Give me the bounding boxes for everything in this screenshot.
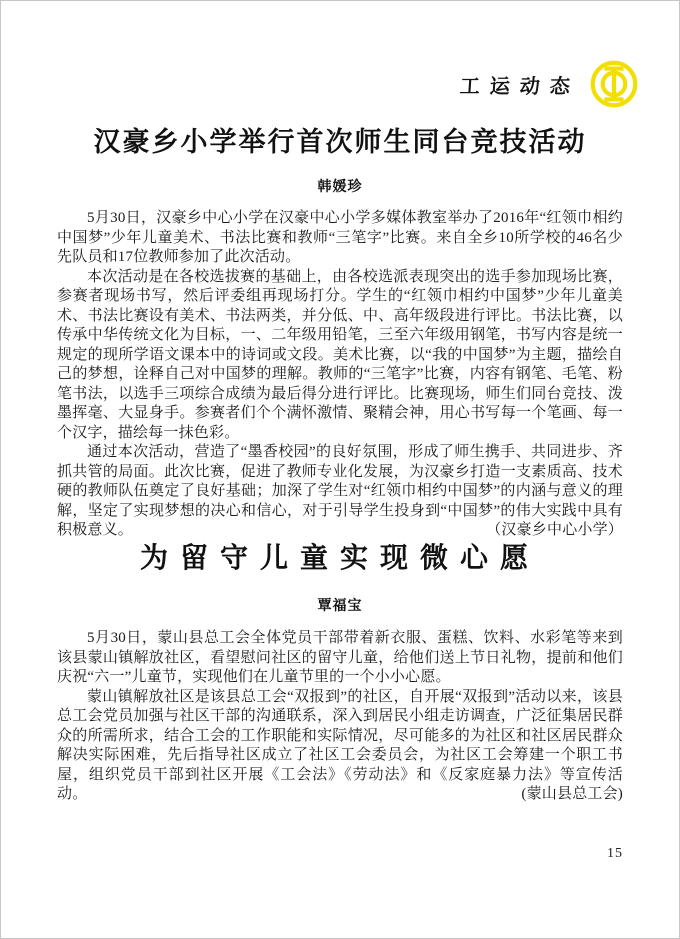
trade-union-logo-icon (589, 59, 639, 109)
article-1-attribution: （汉豪乡中心小学） (486, 522, 623, 539)
article-1 (57, 125, 623, 541)
page-header (460, 59, 639, 109)
article-1-author: 韩媛珍 (317, 180, 363, 196)
article-2-paragraph (57, 688, 623, 805)
article-2 (57, 541, 623, 805)
article-2-attribution: (蒙山县总工会) (521, 786, 623, 803)
page-number: 15 (607, 846, 623, 861)
article-1-paragraph (57, 443, 623, 541)
article-1-paragraph-text: 通过本次活动，营造了“墨香校园”的良好氛围，形成了师生携手、共同进步、齐抓共管的局面。此次比赛，促进了教师专业化发展，为汉豪乡打造一支素质高、技术硬的教师队伍奠定了良好基础；加深了学生对“红领巾相约中国梦”的内涵与意义的理解，坚定了实现梦想的决心和信心，对于引导学生投身到“中国梦”的伟大实践中具有积极意义。 (57, 444, 623, 539)
article-2-author: 覃福宝 (317, 599, 363, 615)
article-2-paragraph-text: 蒙山镇解放社区是该县总工会“双报到”的社区，自开展“双报到”活动以来，该县总工会党员加强与社区干部的沟通联系，深入到居民小组走访调查，广泛征集居民群众的所需所求，结合工会的工作职能和实际情况，尽可能多的为社区和社区居民群众解决实际困难，先后指导社区成立了社区工会委员会，为社区工会筹建一个职工书屋，组织党员干部到社区开展《工会法》《劳动法》和《反家庭暴力法》等宣传活动。 (57, 688, 623, 803)
article-1-body (57, 209, 623, 541)
article-1-paragraph: 5月30日，汉豪乡中心小学在汉豪中心小学多媒体教室举办了2016年“红领巾相约中国梦”少年儿童美术、书法比赛和教师“三笔字”比赛。来自全乡10所学校的46名少先队员和17位教师参加了此次活动。 (57, 210, 623, 266)
article-1-paragraph: 本次活动是在各校选拔赛的基础上，由各校选派表现突出的选手参加现场比赛，参赛者现场书写，然后评委组再现场打分。学生的“红领巾相约中国梦”少年儿童美术、书法比赛设有美术、书法两类，并分低、中、高年级段进行评比。书法比赛，以传承中华传统文化为目标，一、二年级用铅笔，三至六年级用钢笔，书写内容是统一规定的现所学语文课本中的诗词或文段。美术比赛，以“我的中国梦”为主题，描绘自己的梦想，诠释自己对中国梦的理解。教师的“三笔字”比赛，内容有钢笔、毛笔、粉笔书法，以选手三项综合成绩为最后得分进行评比。比赛现场，师生们同台竞技、泼墨挥毫、大显身手。参赛者们个个满怀激情、聚精会神，用心书写每一个笔画、每一个汉字，描绘每一抹色彩。 (57, 268, 623, 441)
article-2-title: 为留守儿童实现微心愿 (139, 543, 540, 574)
article-2-body (57, 629, 623, 805)
masthead-title: 工运动态 (459, 75, 581, 98)
article-1-title: 汉豪乡小学举行首次师生同台竞技活动 (93, 127, 587, 157)
article-2-paragraph: 5月30日，蒙山县总工会全体党员干部带着新衣服、蛋糕、饮料、水彩笔等来到该县蒙山镇解放社区，看望慰问社区的留守儿童，给他们送上节日礼物，提前和他们庆祝“六一”儿童节，实现他们在儿童节里的一个小小心愿。 (57, 630, 623, 686)
